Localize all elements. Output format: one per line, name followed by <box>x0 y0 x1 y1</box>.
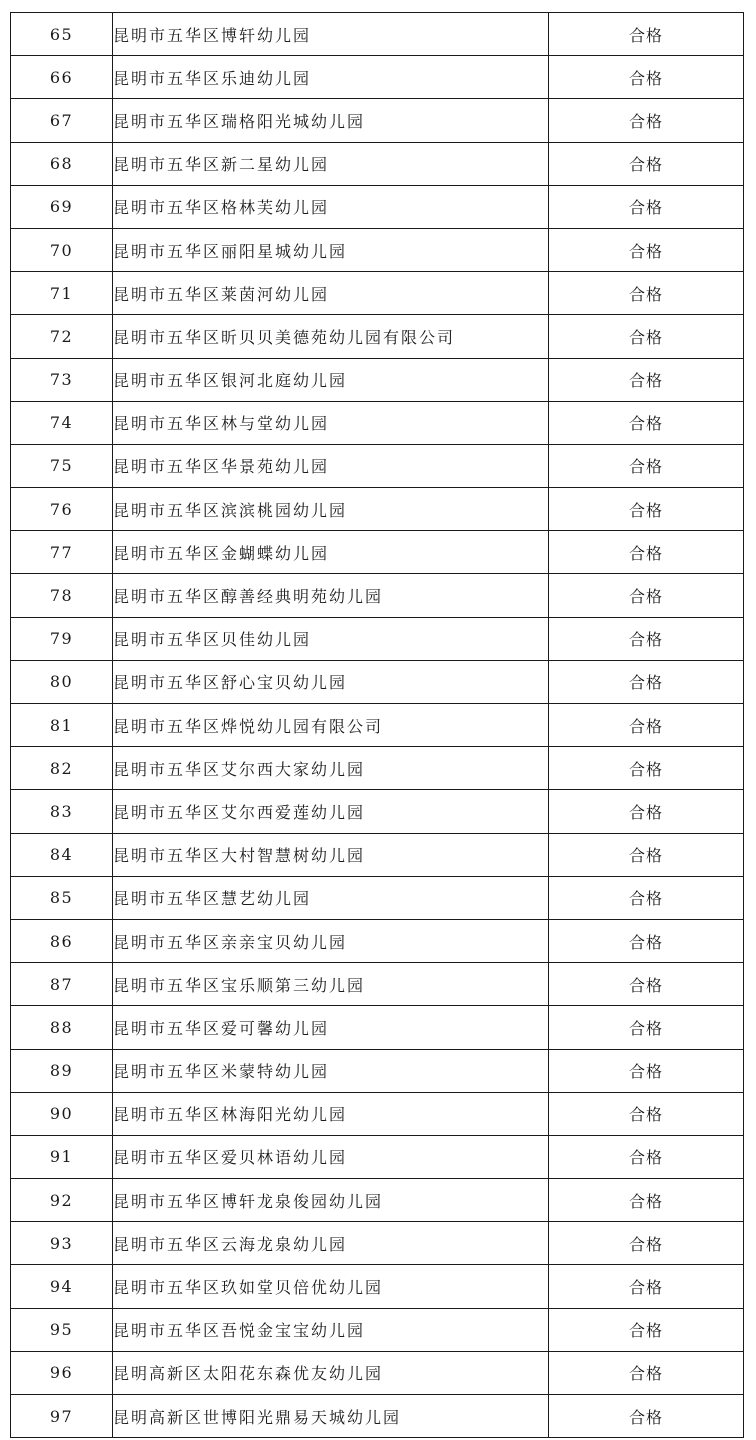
row-number-cell: 70 <box>11 228 113 271</box>
kindergarten-name-cell: 昆明高新区太阳花东森优友幼儿园 <box>113 1351 549 1394</box>
row-number-cell: 93 <box>11 1222 113 1265</box>
table-row <box>11 1308 744 1351</box>
row-number-cell: 74 <box>11 401 113 444</box>
kindergarten-name-cell: 昆明市五华区新二星幼儿园 <box>113 142 549 185</box>
result-cell: 合格 <box>549 13 744 56</box>
result-cell: 合格 <box>549 358 744 401</box>
row-number-cell: 85 <box>11 876 113 919</box>
row-number-cell: 81 <box>11 704 113 747</box>
kindergarten-name-cell: 昆明高新区世博阳光鼎易天城幼儿园 <box>113 1395 549 1438</box>
result-cell: 合格 <box>549 444 744 487</box>
kindergarten-name-cell: 昆明市五华区华景苑幼儿园 <box>113 444 549 487</box>
table-row <box>11 919 744 962</box>
row-number-cell: 67 <box>11 99 113 142</box>
kindergarten-name-cell: 昆明市五华区烨悦幼儿园有限公司 <box>113 704 549 747</box>
kindergarten-name-cell: 昆明市五华区金蝴蝶幼儿园 <box>113 531 549 574</box>
table-row <box>11 876 744 919</box>
table-row <box>11 185 744 228</box>
row-number-cell: 79 <box>11 617 113 660</box>
row-number-cell: 87 <box>11 963 113 1006</box>
result-cell: 合格 <box>549 833 744 876</box>
table-row <box>11 833 744 876</box>
result-cell: 合格 <box>549 1222 744 1265</box>
result-cell: 合格 <box>549 1092 744 1135</box>
kindergarten-name-cell: 昆明市五华区大村智慧树幼儿园 <box>113 833 549 876</box>
row-number-cell: 68 <box>11 142 113 185</box>
row-number-cell: 66 <box>11 56 113 99</box>
row-number-cell: 91 <box>11 1135 113 1178</box>
kindergarten-name-cell: 昆明市五华区醇善经典明苑幼儿园 <box>113 574 549 617</box>
kindergarten-name-cell: 昆明市五华区吾悦金宝宝幼儿园 <box>113 1308 549 1351</box>
kindergarten-name-cell: 昆明市五华区艾尔西大家幼儿园 <box>113 747 549 790</box>
result-cell: 合格 <box>549 790 744 833</box>
kindergarten-name-cell: 昆明市五华区米蒙特幼儿园 <box>113 1049 549 1092</box>
kindergarten-name-cell: 昆明市五华区玖如堂贝倍优幼儿园 <box>113 1265 549 1308</box>
results-sheet <box>10 12 744 1438</box>
kindergarten-name-cell: 昆明市五华区亲亲宝贝幼儿园 <box>113 919 549 962</box>
result-cell: 合格 <box>549 747 744 790</box>
row-number-cell: 94 <box>11 1265 113 1308</box>
row-number-cell: 69 <box>11 185 113 228</box>
result-cell: 合格 <box>549 1006 744 1049</box>
table-row <box>11 531 744 574</box>
kindergarten-name-cell: 昆明市五华区爱贝林语幼儿园 <box>113 1135 549 1178</box>
row-number-cell: 82 <box>11 747 113 790</box>
table-row <box>11 99 744 142</box>
kindergarten-name-cell: 昆明市五华区宝乐顺第三幼儿园 <box>113 963 549 1006</box>
table-row <box>11 1395 744 1438</box>
table-row <box>11 660 744 703</box>
kindergarten-name-cell: 昆明市五华区林与堂幼儿园 <box>113 401 549 444</box>
result-cell: 合格 <box>549 228 744 271</box>
row-number-cell: 84 <box>11 833 113 876</box>
kindergarten-name-cell: 昆明市五华区银河北庭幼儿园 <box>113 358 549 401</box>
table-row <box>11 358 744 401</box>
table-body <box>11 13 744 1438</box>
table-row <box>11 747 744 790</box>
kindergarten-name-cell: 昆明市五华区滨滨桃园幼儿园 <box>113 488 549 531</box>
kindergarten-name-cell: 昆明市五华区爱可馨幼儿园 <box>113 1006 549 1049</box>
result-cell: 合格 <box>549 401 744 444</box>
table-row <box>11 963 744 1006</box>
result-cell: 合格 <box>549 1265 744 1308</box>
result-cell: 合格 <box>549 56 744 99</box>
table-row <box>11 228 744 271</box>
kindergarten-name-cell: 昆明市五华区舒心宝贝幼儿园 <box>113 660 549 703</box>
table-row <box>11 1092 744 1135</box>
result-cell: 合格 <box>549 488 744 531</box>
result-cell: 合格 <box>549 963 744 1006</box>
result-cell: 合格 <box>549 704 744 747</box>
row-number-cell: 72 <box>11 315 113 358</box>
table-row <box>11 1351 744 1394</box>
result-cell: 合格 <box>549 272 744 315</box>
row-number-cell: 90 <box>11 1092 113 1135</box>
table-row <box>11 1265 744 1308</box>
kindergarten-name-cell: 昆明市五华区博轩幼儿园 <box>113 13 549 56</box>
row-number-cell: 78 <box>11 574 113 617</box>
table-row <box>11 1222 744 1265</box>
table-row <box>11 488 744 531</box>
result-cell: 合格 <box>549 1049 744 1092</box>
row-number-cell: 83 <box>11 790 113 833</box>
kindergarten-name-cell: 昆明市五华区艾尔西爱莲幼儿园 <box>113 790 549 833</box>
row-number-cell: 65 <box>11 13 113 56</box>
result-cell: 合格 <box>549 876 744 919</box>
result-cell: 合格 <box>549 1135 744 1178</box>
table-row <box>11 1179 744 1222</box>
result-cell: 合格 <box>549 1308 744 1351</box>
row-number-cell: 86 <box>11 919 113 962</box>
table-row <box>11 315 744 358</box>
kindergarten-name-cell: 昆明市五华区贝佳幼儿园 <box>113 617 549 660</box>
row-number-cell: 96 <box>11 1351 113 1394</box>
table-row <box>11 56 744 99</box>
row-number-cell: 80 <box>11 660 113 703</box>
result-cell: 合格 <box>549 99 744 142</box>
result-cell: 合格 <box>549 617 744 660</box>
row-number-cell: 92 <box>11 1179 113 1222</box>
inspection-results-table <box>10 12 744 1438</box>
row-number-cell: 71 <box>11 272 113 315</box>
kindergarten-name-cell: 昆明市五华区博轩龙泉俊园幼儿园 <box>113 1179 549 1222</box>
row-number-cell: 97 <box>11 1395 113 1438</box>
kindergarten-name-cell: 昆明市五华区乐迪幼儿园 <box>113 56 549 99</box>
kindergarten-name-cell: 昆明市五华区云海龙泉幼儿园 <box>113 1222 549 1265</box>
result-cell: 合格 <box>549 315 744 358</box>
row-number-cell: 89 <box>11 1049 113 1092</box>
result-cell: 合格 <box>549 185 744 228</box>
table-row <box>11 1049 744 1092</box>
table-row <box>11 1135 744 1178</box>
result-cell: 合格 <box>549 1351 744 1394</box>
row-number-cell: 73 <box>11 358 113 401</box>
row-number-cell: 77 <box>11 531 113 574</box>
table-row <box>11 790 744 833</box>
kindergarten-name-cell: 昆明市五华区昕贝贝美德苑幼儿园有限公司 <box>113 315 549 358</box>
table-row <box>11 617 744 660</box>
result-cell: 合格 <box>549 1179 744 1222</box>
table-row <box>11 1006 744 1049</box>
result-cell: 合格 <box>549 574 744 617</box>
result-cell: 合格 <box>549 1395 744 1438</box>
table-row <box>11 13 744 56</box>
kindergarten-name-cell: 昆明市五华区格林芙幼儿园 <box>113 185 549 228</box>
row-number-cell: 95 <box>11 1308 113 1351</box>
table-row <box>11 401 744 444</box>
kindergarten-name-cell: 昆明市五华区丽阳星城幼儿园 <box>113 228 549 271</box>
result-cell: 合格 <box>549 660 744 703</box>
result-cell: 合格 <box>549 919 744 962</box>
table-row <box>11 272 744 315</box>
kindergarten-name-cell: 昆明市五华区莱茵河幼儿园 <box>113 272 549 315</box>
table-row <box>11 704 744 747</box>
row-number-cell: 76 <box>11 488 113 531</box>
kindergarten-name-cell: 昆明市五华区慧艺幼儿园 <box>113 876 549 919</box>
result-cell: 合格 <box>549 531 744 574</box>
kindergarten-name-cell: 昆明市五华区林海阳光幼儿园 <box>113 1092 549 1135</box>
row-number-cell: 88 <box>11 1006 113 1049</box>
table-row <box>11 444 744 487</box>
table-row <box>11 574 744 617</box>
row-number-cell: 75 <box>11 444 113 487</box>
table-row <box>11 142 744 185</box>
result-cell: 合格 <box>549 142 744 185</box>
kindergarten-name-cell: 昆明市五华区瑞格阳光城幼儿园 <box>113 99 549 142</box>
